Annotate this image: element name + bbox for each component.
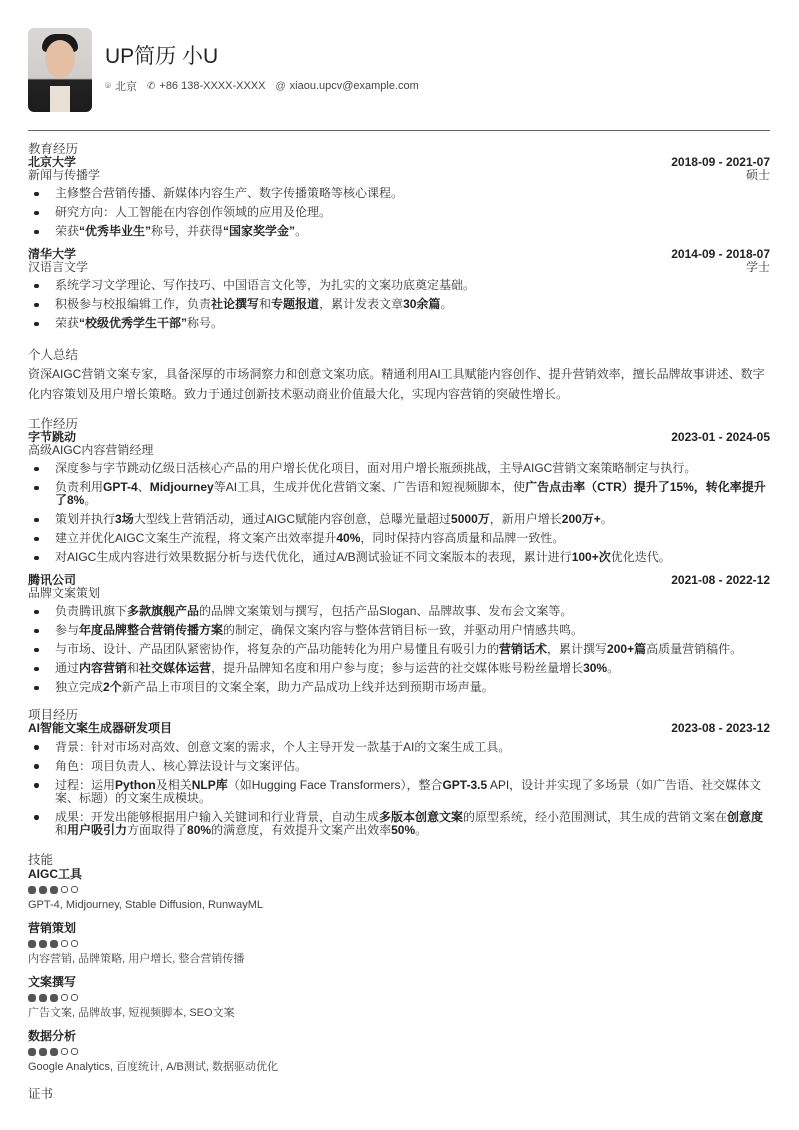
text: 。 <box>440 297 453 311</box>
contact-line <box>105 78 419 94</box>
text: ，累计发表文章 <box>319 297 404 311</box>
header-divider <box>28 130 770 131</box>
text: 深度参与字节跳动亿级日活核心产品的用户增长优化项目，面对用户增长瓶颈挑战，主导AIGC营销文案策略制定与执行。 <box>55 461 697 475</box>
bullet-item <box>28 551 770 564</box>
bold-text: 50% <box>391 822 416 837</box>
filled-dot-icon <box>39 886 47 894</box>
text: 高质量营销稿件。 <box>646 642 743 656</box>
text: 负责腾讯旗下 <box>55 604 128 618</box>
email[interactable]: xiaou.upcv@example.com <box>289 80 419 92</box>
empty-dot-icon <box>61 886 68 893</box>
bullet-item <box>28 225 770 238</box>
text: ，新用户增长 <box>489 512 562 526</box>
bullet-item <box>28 643 770 656</box>
bold-text: 200+篇 <box>607 642 647 656</box>
text: 策划并执行 <box>55 512 116 526</box>
entry <box>28 574 770 694</box>
email-at-icon: @ <box>275 80 286 92</box>
text: ，同时保持内容高质量和品牌一致性。 <box>360 531 565 545</box>
bold-text: 40% <box>336 531 361 545</box>
degree: 硕士 <box>745 167 770 182</box>
skill-name: AIGC工具 <box>28 866 83 881</box>
date-range: 2021-08 - 2022-12 <box>671 573 770 587</box>
filled-dot-icon <box>28 994 36 1002</box>
role-or-major: 高级AIGC内容营销经理 <box>28 442 154 457</box>
skill-description: Google Analytics, 百度统计, A/B测试, 数据驱动优化 <box>28 1060 279 1073</box>
text: 过程：运用 <box>55 777 116 792</box>
text: ，提升品牌知名度和用户参与度；参与运营的社交媒体账号粉丝量增长 <box>211 661 584 675</box>
candidate-name: UP简历 小U <box>105 45 219 68</box>
filled-dot-icon <box>50 994 58 1002</box>
skill-name: 文案撰写 <box>28 974 77 989</box>
entry-header <box>28 574 770 587</box>
filled-dot-icon <box>50 940 58 948</box>
organization: AI智能文案生成器研发项目 <box>28 721 173 735</box>
resume-header <box>28 0 770 112</box>
text: 荣获 <box>55 224 80 238</box>
skill-level-rating <box>28 886 770 894</box>
filled-dot-icon <box>28 940 36 948</box>
bold-text: “校级优秀学生干部” <box>79 316 188 330</box>
bullet-item <box>28 681 770 694</box>
entry-header <box>28 156 770 169</box>
date-range: 2018-09 - 2021-07 <box>671 155 770 169</box>
text: 称号。 <box>187 316 224 330</box>
skill-name: 营销策划 <box>28 920 77 935</box>
bullet-item <box>28 462 770 475</box>
entry-header <box>28 431 770 444</box>
filled-dot-icon <box>39 994 47 1002</box>
bold-text: 内容营销 <box>79 661 128 675</box>
bullet-item <box>28 206 770 219</box>
bold-text: 年度品牌整合营销传播方案 <box>79 623 224 637</box>
text: （如Hugging Face Transformers），整合 <box>227 777 443 792</box>
section-title: 证书 <box>28 1086 54 1101</box>
date-range: 2023-08 - 2023-12 <box>671 721 770 735</box>
role-or-major: 汉语言文学 <box>28 259 89 274</box>
text: 称号，并获得 <box>151 224 224 238</box>
bold-text: 200万+ <box>561 512 601 526</box>
text: 和 <box>127 661 140 675</box>
text: 新产品上市项目的文案全案，助力产品成功上线并达到预期市场声量。 <box>121 680 494 694</box>
text: 。 <box>600 512 613 526</box>
text: 积极参与校报编辑工作，负责 <box>55 297 212 311</box>
role-or-major: 品牌文案策划 <box>28 585 101 600</box>
empty-dot-icon <box>71 886 78 893</box>
filled-dot-icon <box>50 886 58 894</box>
bold-text: 3场 <box>115 512 134 526</box>
skill-description: GPT-4, Midjourney, Stable Diffusion, RunwayML <box>28 898 263 911</box>
empty-dot-icon <box>61 940 68 947</box>
bold-text: 社交媒体运营 <box>139 661 212 675</box>
date-range: 2023-01 - 2024-05 <box>671 430 770 444</box>
filled-dot-icon <box>28 886 36 894</box>
bold-text: 100+次 <box>571 550 611 564</box>
bold-text: 营销话术 <box>499 642 548 656</box>
bold-text: 2个 <box>103 680 122 694</box>
text: ，累计撰写 <box>547 642 608 656</box>
empty-dot-icon <box>61 1048 68 1055</box>
skill-name: 数据分析 <box>28 1028 77 1043</box>
text: 方面取得了 <box>127 822 188 837</box>
organization: 腾讯公司 <box>28 573 77 587</box>
entry-header <box>28 722 770 735</box>
bullet-item <box>28 513 770 526</box>
text: 荣获 <box>55 316 80 330</box>
bullet-item <box>28 624 770 637</box>
filled-dot-icon <box>50 1048 58 1056</box>
entry-header <box>28 248 770 261</box>
bullet-list <box>28 462 770 564</box>
bullet-list <box>28 279 770 330</box>
text: 背景：针对市场对高效、创意文案的需求，个人主导开发一款基于AI的文案生成工具。 <box>55 739 511 754</box>
text: 成果：开发出能够根据用户输入关键词和行业背景，自动生成 <box>55 809 380 824</box>
filled-dot-icon <box>39 940 47 948</box>
text: 。 <box>607 661 620 675</box>
text: 。 <box>84 493 97 507</box>
bullet-item <box>28 187 770 200</box>
text: 负责利用 <box>55 480 104 494</box>
text: 、 <box>137 480 150 494</box>
text: 优化迭代。 <box>610 550 671 564</box>
text: 参与 <box>55 623 80 637</box>
text: 对AIGC生成内容进行效果数据分析与迭代优化，通过A/B测试验证不同文案版本的表现，累计进行 <box>55 550 572 564</box>
text: 等AI工具，生成并优化营销文案、广告语和短视频脚本，使 <box>213 480 526 494</box>
organization: 北京大学 <box>28 155 77 169</box>
skill-level-rating <box>28 994 770 1002</box>
bullet-item <box>28 760 770 773</box>
bold-text: 创意度 <box>727 809 764 824</box>
entry-subtitle <box>28 169 770 182</box>
section-title: 教育经历 <box>28 142 79 156</box>
section-title: 项目经历 <box>28 708 79 722</box>
entry-subtitle <box>28 444 770 457</box>
phone-icon: ✆ <box>147 80 156 92</box>
text: 大型线上营销活动，通过AIGC赋能内容创意，总曝光量超过 <box>133 512 452 526</box>
empty-dot-icon <box>61 994 68 1001</box>
text: 与市场、设计、产品团队紧密协作，将复杂的产品功能转化为用户易懂且有吸引力的 <box>55 642 500 656</box>
education-section <box>28 143 770 330</box>
bold-text: 30余篇 <box>403 297 441 311</box>
bullet-list <box>28 741 770 837</box>
phone: +86 138-XXXX-XXXX <box>159 80 266 92</box>
section-title: 工作经历 <box>28 417 79 431</box>
entry <box>28 248 770 330</box>
empty-dot-icon <box>71 940 78 947</box>
entry-subtitle <box>28 261 770 274</box>
skill-item <box>28 921 770 966</box>
summary-text: 资深AIGC营销文案专家，具备深厚的市场洞察力和创意文案功底。精通利用AI工具赋能内容创作、提升营销效率，擅长品牌故事讲述、数字化内容策划及用户增长策略。致力于通过创新技术驱动商业价值最大化，实现内容营销的突破性增长。 <box>28 367 765 401</box>
certificates-section <box>28 1088 770 1101</box>
bullet-item <box>28 779 770 805</box>
organization: 字节跳动 <box>28 430 77 444</box>
projects-section <box>28 709 770 837</box>
bold-text: 专题报道 <box>271 297 320 311</box>
bold-text: NLP库 <box>191 777 228 792</box>
text: 的制定，确保文案内容与整体营销目标一致，并驱动用户情感共鸣。 <box>223 623 584 637</box>
bullet-item <box>28 811 770 837</box>
text: 主修整合营销传播、新媒体内容生产、数字传播策略等核心课程。 <box>55 186 404 200</box>
work-section <box>28 418 770 694</box>
text: 系统学习文学理论、写作技巧、中国语言文化等，为扎实的文案功底奠定基础。 <box>55 278 476 292</box>
location-pin-icon: ⌾ <box>105 80 111 92</box>
section-title: 个人总结 <box>28 348 79 362</box>
bullet-item <box>28 298 770 311</box>
skill-level-rating <box>28 940 770 948</box>
bullet-item <box>28 279 770 292</box>
text: 。 <box>415 822 428 837</box>
bold-text: 多款旗舰产品 <box>127 604 200 618</box>
bold-text: 5000万 <box>451 512 490 526</box>
organization: 清华大学 <box>28 247 77 261</box>
bold-text: 用户吸引力 <box>67 822 128 837</box>
skills-section <box>28 854 770 1074</box>
profile-photo <box>28 28 92 112</box>
bullet-list <box>28 605 770 694</box>
bold-text: GPT-3.5 <box>442 777 488 792</box>
filled-dot-icon <box>28 1048 36 1056</box>
bullet-item <box>28 317 770 330</box>
section-title: 技能 <box>28 852 54 867</box>
text: 。 <box>295 224 308 238</box>
text: 建立并优化AIGC文案生产流程，将文案产出效率提升 <box>55 531 337 545</box>
filled-dot-icon <box>39 1048 47 1056</box>
bullet-list <box>28 187 770 238</box>
bold-text: “国家奖学金” <box>223 224 296 238</box>
skill-item <box>28 1029 770 1074</box>
skill-item <box>28 975 770 1020</box>
skill-item <box>28 867 770 912</box>
text: 独立完成 <box>55 680 104 694</box>
skill-description: 广告文案, 品牌故事, 短视频脚本, SEO文案 <box>28 1006 235 1019</box>
text: 和 <box>259 297 272 311</box>
text: 及相关 <box>155 777 192 792</box>
text: 的品牌文案策划与撰写，包括产品Slogan、品牌故事、发布会文案等。 <box>199 604 573 618</box>
empty-dot-icon <box>71 1048 78 1055</box>
bold-text: 80% <box>187 822 212 837</box>
summary-section <box>28 349 770 404</box>
bold-text: Python <box>115 777 156 792</box>
bold-text: 多版本创意文案 <box>379 809 464 824</box>
bullet-item <box>28 532 770 545</box>
text: 的原型系统，经小范围测试，其生成的营销文案在 <box>463 809 728 824</box>
text: 的满意度，有效提升文案产出效率 <box>211 822 392 837</box>
bold-text: 社论撰写 <box>211 297 260 311</box>
text: 研究方向：人工智能在内容创作领域的应用及伦理。 <box>55 205 332 219</box>
entry <box>28 156 770 238</box>
text: 和 <box>55 822 68 837</box>
bullet-item <box>28 741 770 754</box>
bold-text: 30% <box>583 661 608 675</box>
bullet-item <box>28 605 770 618</box>
bold-text: GPT-4 <box>103 480 138 494</box>
bold-text: Midjourney <box>149 480 214 494</box>
entry <box>28 722 770 837</box>
entry-subtitle <box>28 587 770 600</box>
bold-text: 广告点击率（CTR）提升了15%，转化率提升了8% <box>55 480 766 507</box>
text: 通过 <box>55 661 80 675</box>
role-or-major: 新闻与传播学 <box>28 167 101 182</box>
entry <box>28 431 770 564</box>
degree: 学士 <box>745 259 770 274</box>
text: 角色：项目负责人、核心算法设计与文案评估。 <box>55 758 308 773</box>
skill-level-rating <box>28 1048 770 1056</box>
bullet-item <box>28 662 770 675</box>
bold-text: “优秀毕业生” <box>79 224 152 238</box>
location: 北京 <box>115 81 137 93</box>
skill-description: 内容营销, 品牌策略, 用户增长, 整合营销传播 <box>28 952 245 965</box>
text: API，设计并实现了多场景（如广告语、社交媒体文案、标题）的文案生成模块。 <box>55 777 762 805</box>
empty-dot-icon <box>71 994 78 1001</box>
date-range: 2014-09 - 2018-07 <box>671 247 770 261</box>
bullet-item <box>28 481 770 507</box>
